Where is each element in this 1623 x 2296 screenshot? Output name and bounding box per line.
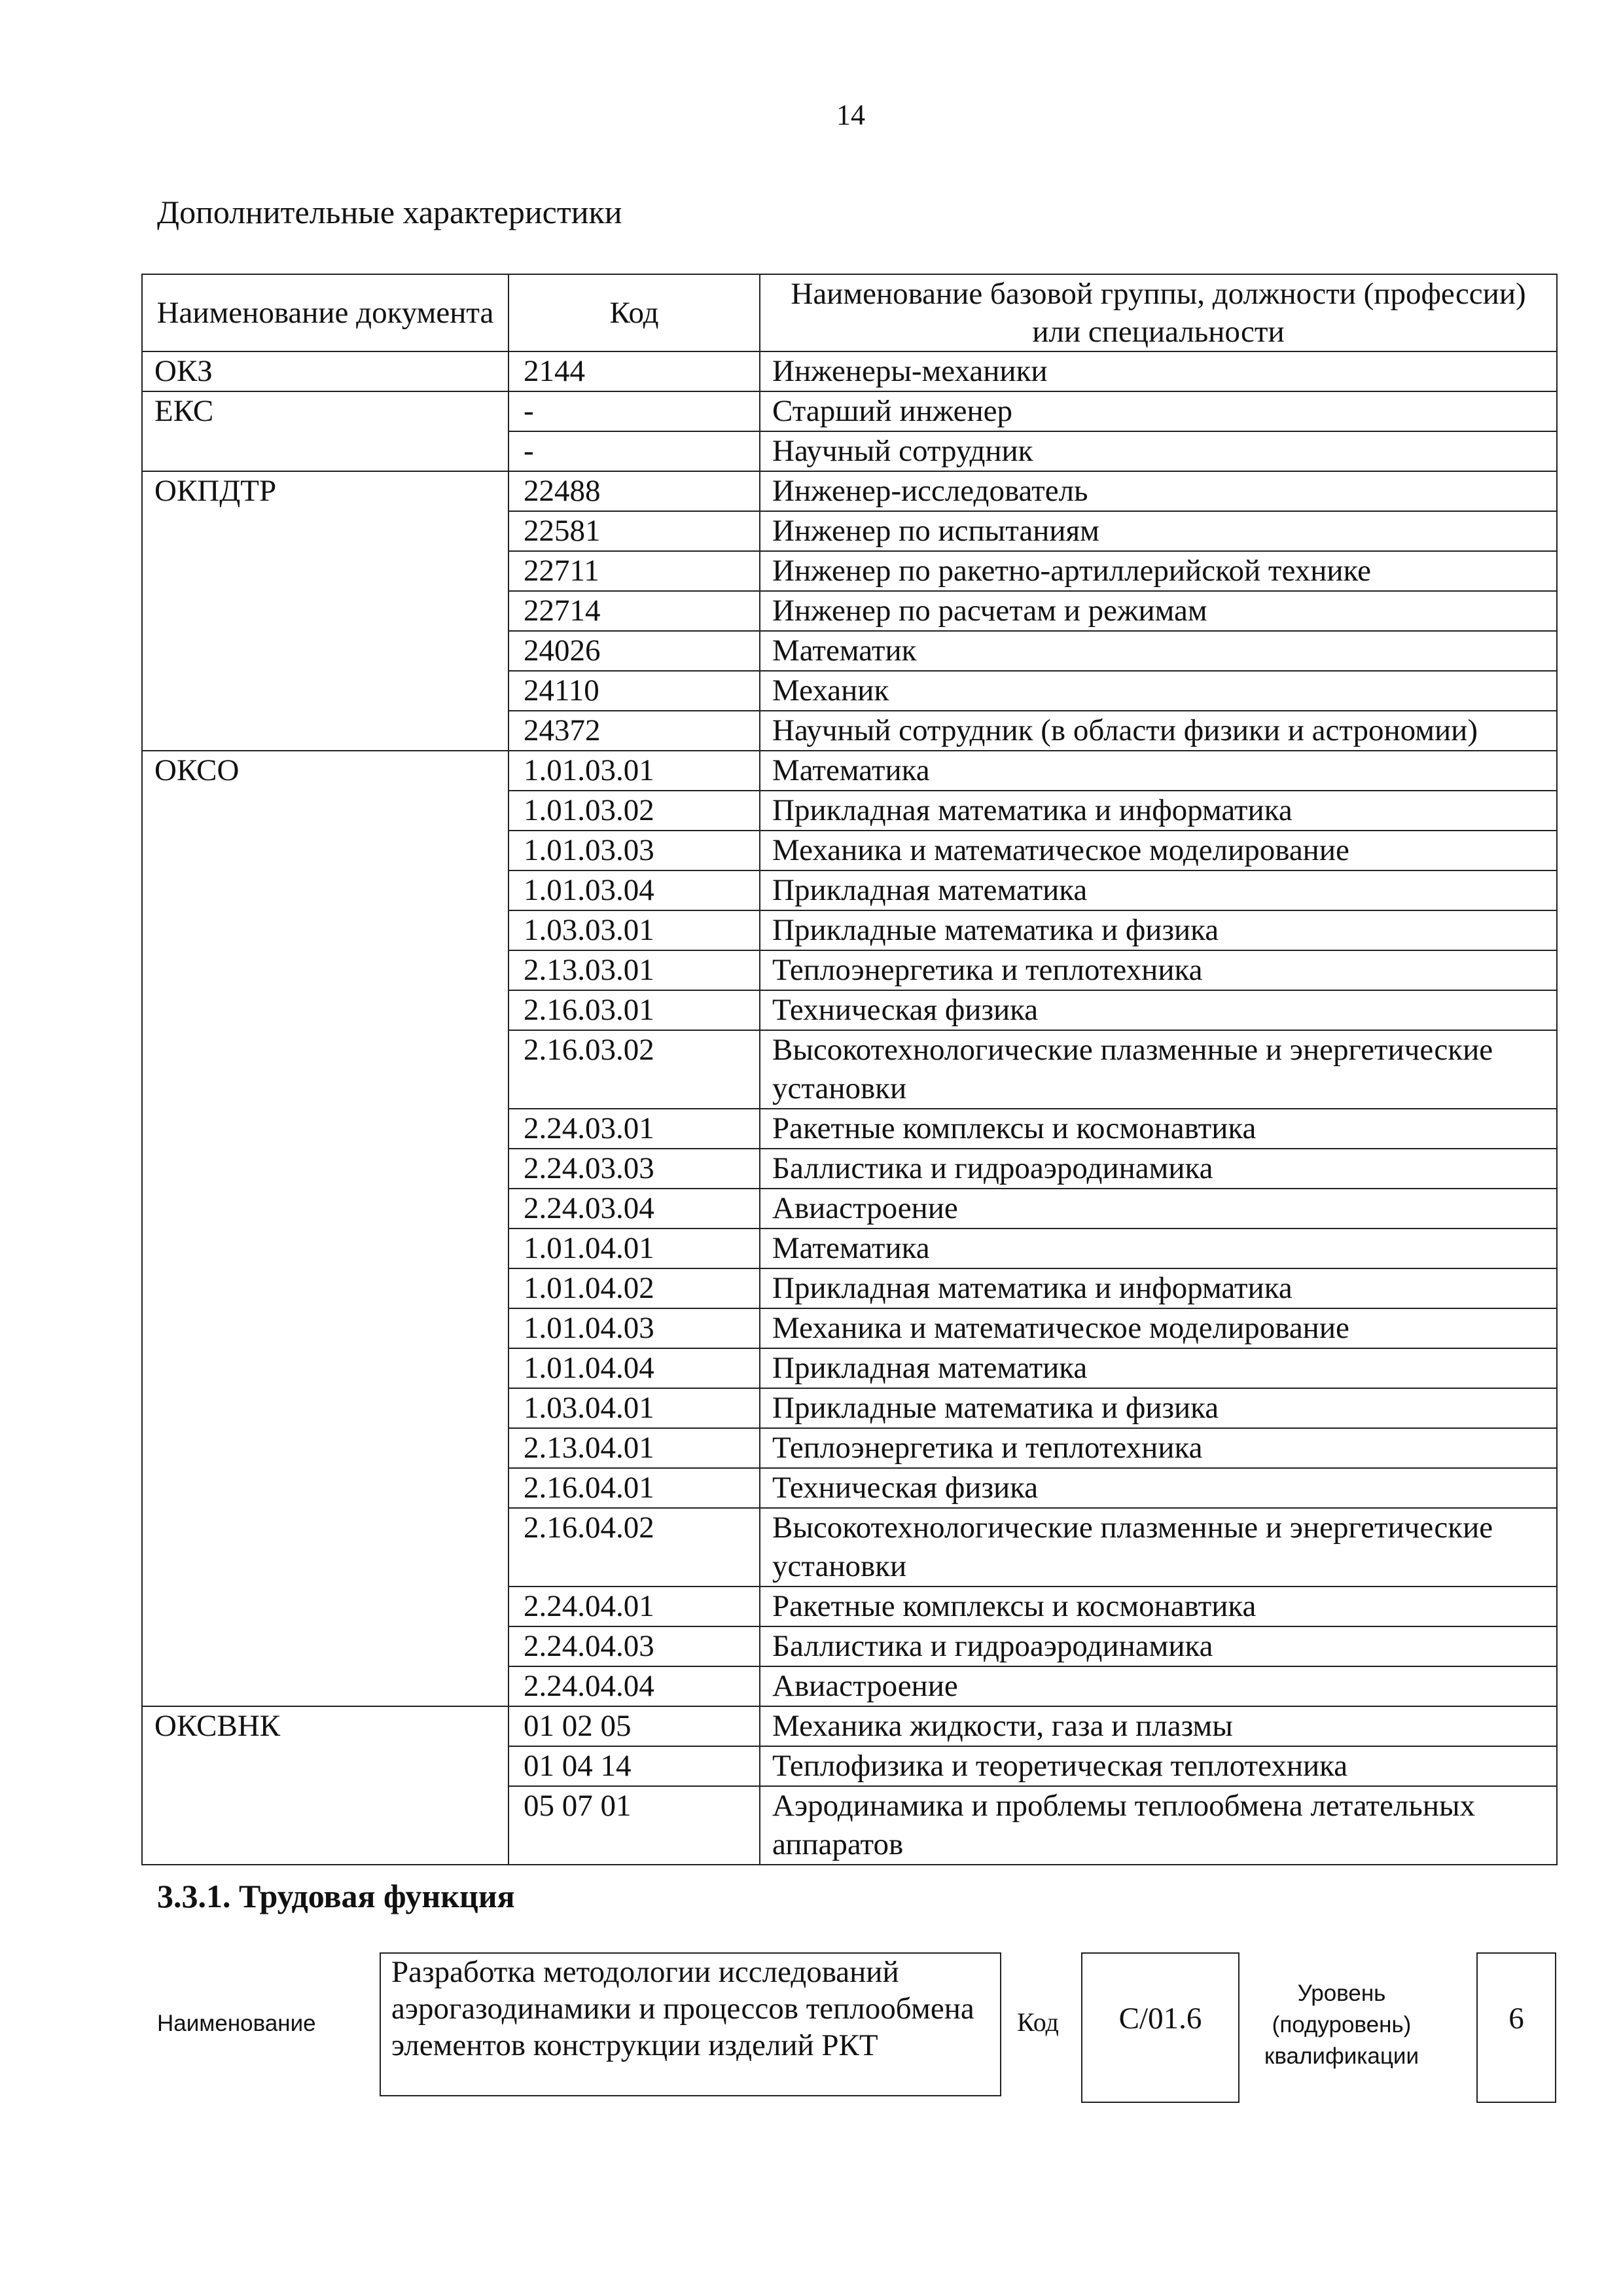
code-cell: 2.13.03.01 [508,950,760,990]
labor-function-name-label: Наименование [157,2011,316,2036]
group-name-cell: Ракетные комплексы и космонавтика [760,1109,1557,1149]
qualification-level-value: 6 [1476,1952,1556,2103]
code-cell: 22714 [508,591,760,631]
document-cell: ЕКС [142,391,508,471]
code-cell: 2.24.03.04 [508,1189,760,1229]
code-cell: 2.16.04.01 [508,1468,760,1508]
code-cell: 1.01.03.01 [508,751,760,791]
code-cell: 1.01.04.04 [508,1348,760,1388]
code-cell: 01 02 05 [508,1706,760,1746]
code-cell: 1.03.03.01 [508,910,760,950]
table-row [142,1706,1557,1746]
group-name-cell: Математика [760,751,1557,791]
group-name-cell: Инженер по расчетам и режимам [760,591,1557,631]
code-cell: 1.01.03.03 [508,831,760,870]
table-body [142,351,1557,1865]
group-name-cell: Научный сотрудник (в области физики и астрономии) [760,711,1557,751]
code-cell: - [508,431,760,471]
code-cell: 22488 [508,471,760,511]
group-name-cell: Инженер по испытаниям [760,511,1557,551]
group-name-cell: Прикладные математика и физика [760,910,1557,950]
group-name-cell: Механика жидкости, газа и плазмы [760,1706,1557,1746]
header-code: Код [508,274,760,351]
code-cell: 22581 [508,511,760,551]
group-name-cell: Теплоэнергетика и теплотехника [760,950,1557,990]
group-name-cell: Инженер-исследователь [760,471,1557,511]
group-name-cell: Теплофизика и теоретическая теплотехника [760,1746,1557,1786]
group-name-cell: Инженер по ракетно-артиллерийской технике [760,551,1557,591]
group-name-cell: Прикладная математика и информатика [760,1268,1557,1308]
qualification-level-label: Уровень (подуровень) квалификации [1264,1981,1419,2069]
code-cell: 2.16.03.01 [508,990,760,1030]
code-cell: 1.01.04.01 [508,1229,760,1268]
group-name-cell: Механика и математическое моделирование [760,831,1557,870]
table-row [142,751,1557,791]
code-cell: 2.13.04.01 [508,1428,760,1468]
table-row [142,351,1557,391]
group-name-cell: Ракетные комплексы и космонавтика [760,1587,1557,1626]
group-name-cell: Прикладная математика [760,870,1557,910]
group-name-cell: Инженеры-механики [760,351,1557,391]
code-cell: 24372 [508,711,760,751]
group-name-cell: Высокотехнологические плазменные и энергетические установки [760,1508,1557,1587]
code-cell: 2.24.04.01 [508,1587,760,1626]
group-name-cell: Математик [760,631,1557,671]
code-cell: 1.01.04.02 [508,1268,760,1308]
code-cell: 2.24.04.03 [508,1626,760,1666]
code-cell: 2.24.03.03 [508,1149,760,1189]
labor-function-code-value: C/01.6 [1081,1952,1240,2103]
document-cell: ОКСВНК [142,1706,508,1865]
labor-function-title: 3.3.1. Трудовая функция [157,1878,515,1914]
code-cell: 2.16.04.02 [508,1508,760,1587]
code-cell: 1.03.04.01 [508,1388,760,1428]
header-document: Наименование документа [142,274,508,351]
code-cell: 2144 [508,351,760,391]
group-name-cell: Авиастроение [760,1666,1557,1706]
table-row [142,471,1557,511]
code-cell: 1.01.03.02 [508,791,760,831]
code-cell: 2.16.03.02 [508,1030,760,1109]
code-cell: 1.01.04.03 [508,1308,760,1348]
code-cell: 24026 [508,631,760,671]
group-name-cell: Высокотехнологические плазменные и энергетические установки [760,1030,1557,1109]
group-name-cell: Техническая физика [760,990,1557,1030]
document-cell: ОКПДТР [142,471,508,751]
document-cell: ОКСО [142,751,508,1706]
group-name-cell: Баллистика и гидроаэродинамика [760,1626,1557,1666]
group-name-cell: Теплоэнергетика и теплотехника [760,1428,1557,1468]
document-cell: ОКЗ [142,351,508,391]
code-cell: 05 07 01 [508,1786,760,1865]
page-number: 14 [836,99,865,131]
code-cell: 01 04 14 [508,1746,760,1786]
labor-function-code-label: Код [1017,2007,1059,2037]
table-row [142,391,1557,431]
group-name-cell: Прикладная математика и информатика [760,791,1557,831]
code-cell: - [508,391,760,431]
group-name-cell: Механик [760,671,1557,711]
table-header-row [142,274,1557,351]
group-name-cell: Баллистика и гидроаэродинамика [760,1149,1557,1189]
code-cell: 22711 [508,551,760,591]
group-name-cell: Техническая физика [760,1468,1557,1508]
labor-function-name-value: Разработка методологии исследований аэрогазодинамики и процессов теплообмена элементов конструкции изделий РКТ [380,1952,1001,2096]
group-name-cell: Механика и математическое моделирование [760,1308,1557,1348]
group-name-cell: Прикладные математика и физика [760,1388,1557,1428]
characteristics-table [141,274,1558,1865]
code-cell: 24110 [508,671,760,711]
section-caption: Дополнительные характеристики [157,194,622,230]
group-name-cell: Научный сотрудник [760,431,1557,471]
code-cell: 1.01.03.04 [508,870,760,910]
code-cell: 2.24.03.01 [508,1109,760,1149]
group-name-cell: Аэродинамика и проблемы теплообмена летательных аппаратов [760,1786,1557,1865]
header-group-name: Наименование базовой группы, должности (профессии) или специальности [760,274,1557,351]
group-name-cell: Математика [760,1229,1557,1268]
code-cell: 2.24.04.04 [508,1666,760,1706]
group-name-cell: Старший инженер [760,391,1557,431]
group-name-cell: Авиастроение [760,1189,1557,1229]
group-name-cell: Прикладная математика [760,1348,1557,1388]
